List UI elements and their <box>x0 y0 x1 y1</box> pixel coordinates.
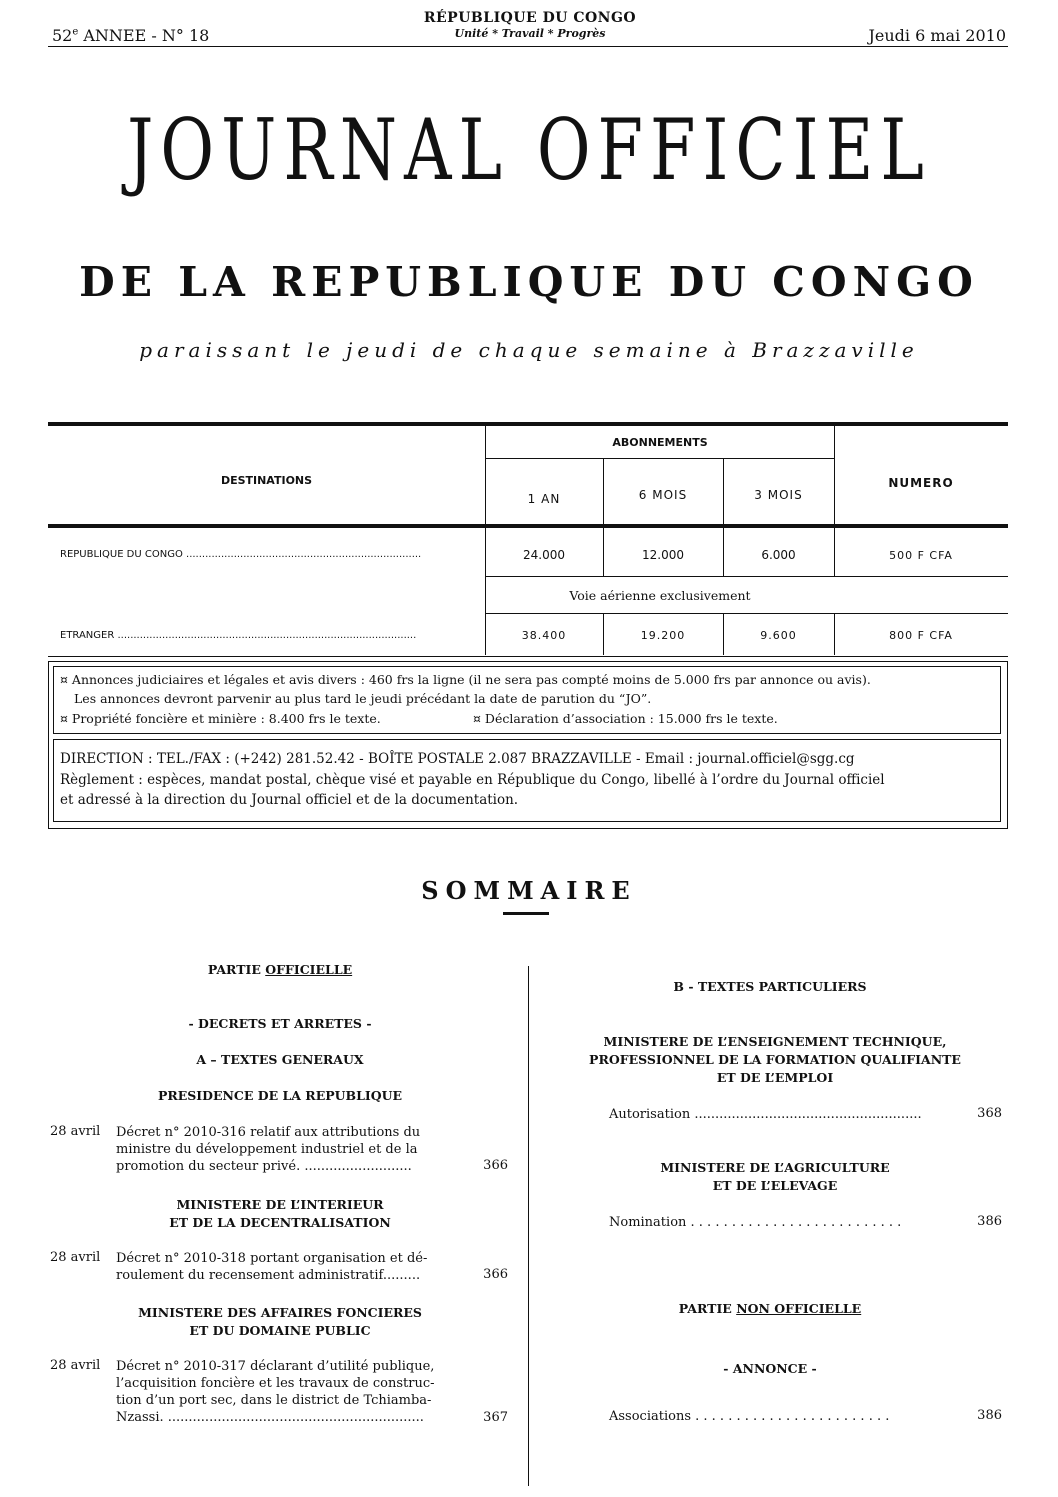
sommaire-rule <box>503 912 549 915</box>
entry2-page: 366 <box>483 1267 508 1282</box>
table-header-rule <box>48 524 1008 528</box>
announcement-line-3a: ¤ Propriété foncière et minière : 8.400 frs le texte. <box>60 711 381 726</box>
entry3-text <box>116 1358 435 1426</box>
dest-congo: REPUBLIQUE DU CONGO .......................................................................... <box>60 549 422 560</box>
col-numero: NUMERO <box>888 476 954 490</box>
republic-name: RÉPUBLIQUE DU CONGO <box>423 10 637 26</box>
nomination-entry: Nomination . . . . . . . . . . . . . . . . . . . . . . . . . . <box>609 1215 902 1230</box>
announcement-line-3b: ¤ Déclaration d’association : 15.000 frs le texte. <box>473 711 778 726</box>
abonnements-rule <box>485 458 835 459</box>
announcement-line-1: ¤ Annonces judiciaires et légales et avis divers : 460 frs la ligne (il ne sera pas compté moins de 5.000 frs par annonce ou avis). <box>60 672 871 687</box>
entry1-page: 366 <box>483 1158 508 1173</box>
issue-number-prefix: 52 <box>52 26 73 45</box>
min-foncieres-heading <box>80 1304 480 1340</box>
partie-prefix: PARTIE <box>207 962 266 977</box>
etranger-1an: 38.400 <box>521 629 567 642</box>
issue-number-suffix: ANNEE - N° 18 <box>78 26 210 45</box>
min-agriculture-heading <box>555 1159 995 1195</box>
etranger-6mois: 19.200 <box>640 629 686 642</box>
partie-non-underlined: NON OFFICIELLE <box>736 1301 862 1316</box>
entry3-line-1: Décret n° 2010-317 déclarant d’utilité publique, <box>116 1359 435 1374</box>
header-center <box>380 10 680 40</box>
entry2-line-1: Décret n° 2010-318 portant organisation et dé- <box>116 1251 428 1266</box>
issue-number <box>52 26 209 45</box>
journal-subtitle: DE LA REPUBLIQUE DU CONGO <box>79 258 979 306</box>
entry2-text <box>116 1250 427 1284</box>
direction-line-3: et adressé à la direction du Journal officiel et de la documentation. <box>60 792 519 808</box>
associations-page: 386 <box>977 1408 1002 1423</box>
column-divider <box>528 966 529 1486</box>
congo-numero: 500 F CFA <box>889 549 953 562</box>
col-3mois: 3 MOIS <box>754 488 803 502</box>
national-motto: Unité * Travail * Progrès <box>454 27 606 40</box>
min-foncieres-line-1: MINISTERE DES AFFAIRES FONCIERES <box>138 1305 422 1320</box>
entry1-line-2: ministre du développement industriel et de la <box>116 1142 418 1157</box>
autorisation-page: 368 <box>977 1106 1002 1121</box>
journal-title: JOURNAL OFFICIEL <box>127 101 931 199</box>
col-divider-1 <box>485 424 486 655</box>
min-enseignement-line-1: MINISTERE DE L’ENSEIGNEMENT TECHNIQUE, <box>603 1034 947 1049</box>
col-6mois: 6 MOIS <box>638 488 688 502</box>
congo-6mois: 12.000 <box>642 548 684 562</box>
entry3-date: 28 avril <box>50 1358 101 1373</box>
min-agriculture-line-2: ET DE L’ELEVAGE <box>712 1178 838 1193</box>
entry3-line-2: l’acquisition foncière et les travaux de construc- <box>116 1376 435 1391</box>
partie-non-prefix: PARTIE <box>678 1301 737 1316</box>
entry2-line-2: roulement du recensement administratif......... <box>116 1268 421 1283</box>
min-interieur-heading <box>80 1196 480 1232</box>
min-interieur-line-1: MINISTERE DE L’INTERIEUR <box>176 1197 384 1212</box>
direction-line-2: Règlement : espèces, mandat postal, chèque visé et payable en République du Congo, libellé à l’ordre du Journal officiel <box>60 772 885 788</box>
min-foncieres-line-2: ET DU DOMAINE PUBLIC <box>189 1323 371 1338</box>
row1-bottom-rule <box>485 576 1008 577</box>
presidence-heading: PRESIDENCE DE LA REPUBLIQUE <box>157 1088 403 1103</box>
entry1-text <box>116 1124 420 1175</box>
direction-line-1: DIRECTION : TEL./FAX : (+242) 281.52.42 - BOÎTE POSTALE 2.087 BRAZZAVILLE - Email : journal.officiel@sgg.cg <box>60 751 855 767</box>
entry3-line-4: Nzassi. .............................................................. <box>116 1410 424 1425</box>
destinations-header: DESTINATIONS <box>220 474 313 487</box>
entry1-line-1: Décret n° 2010-316 relatif aux attributions du <box>116 1125 421 1140</box>
subscription-table <box>48 422 1008 642</box>
annonce-heading: - ANNONCE - <box>723 1361 817 1376</box>
partie-underlined: OFFICIELLE <box>265 962 353 977</box>
journal-tagline: paraissant le jeudi de chaque semaine à Brazzaville <box>139 338 919 362</box>
partie-non-officielle-heading <box>575 1300 965 1318</box>
entry2-date: 28 avril <box>50 1250 101 1265</box>
announcement-line-2: Les annonces devront parvenir au plus tard le jeudi précédant la date de parution du “JO”. <box>74 691 652 706</box>
nomination-page: 386 <box>977 1214 1002 1229</box>
sommaire-title: SOMMAIRE <box>421 876 637 905</box>
etranger-numero: 800 F CFA <box>889 629 953 642</box>
air-note-rule <box>485 613 1008 614</box>
abonnements-header: ABONNEMENTS <box>612 436 708 449</box>
min-enseignement-line-2: PROFESSIONNEL DE LA FORMATION QUALIFIANTE <box>589 1052 961 1067</box>
textes-particuliers-heading: B - TEXTES PARTICULIERS <box>673 979 867 994</box>
air-note: Voie aérienne exclusivement <box>569 588 751 603</box>
header-rule <box>48 46 1008 47</box>
entry1-line-3: promotion du secteur privé. .......................... <box>116 1159 412 1174</box>
min-enseignement-heading <box>555 1033 995 1087</box>
partie-officielle-heading <box>80 961 480 979</box>
congo-3mois: 6.000 <box>761 548 796 562</box>
entry3-page: 367 <box>483 1410 508 1425</box>
associations-entry: Associations . . . . . . . . . . . . . . . . . . . . . . . . <box>609 1409 890 1424</box>
textes-generaux-heading: A – TEXTES GENERAUX <box>196 1052 364 1067</box>
min-interieur-line-2: ET DE LA DECENTRALISATION <box>169 1215 391 1230</box>
entry3-line-3: tion d’un port sec, dans le district de Tchiamba- <box>116 1393 432 1408</box>
table-bottom-rule <box>48 656 1008 657</box>
min-agriculture-line-1: MINISTERE DE L’AGRICULTURE <box>660 1160 890 1175</box>
table-top-rule <box>48 422 1008 426</box>
issue-number-sup: e <box>72 26 79 38</box>
entry1-date: 28 avril <box>50 1124 101 1139</box>
decrets-heading: - DECRETS ET ARRETES - <box>188 1016 372 1031</box>
dest-etranger: ETRANGER .............................................................................................. <box>60 630 417 641</box>
autorisation-entry: Autorisation ....................................................... <box>609 1107 922 1122</box>
issue-date: Jeudi 6 mai 2010 <box>868 26 1006 45</box>
col-1an: 1 AN <box>527 492 561 506</box>
congo-1an: 24.000 <box>523 548 565 562</box>
etranger-3mois: 9.600 <box>760 629 797 642</box>
min-enseignement-line-3: ET DE L’EMPLOI <box>716 1070 834 1085</box>
